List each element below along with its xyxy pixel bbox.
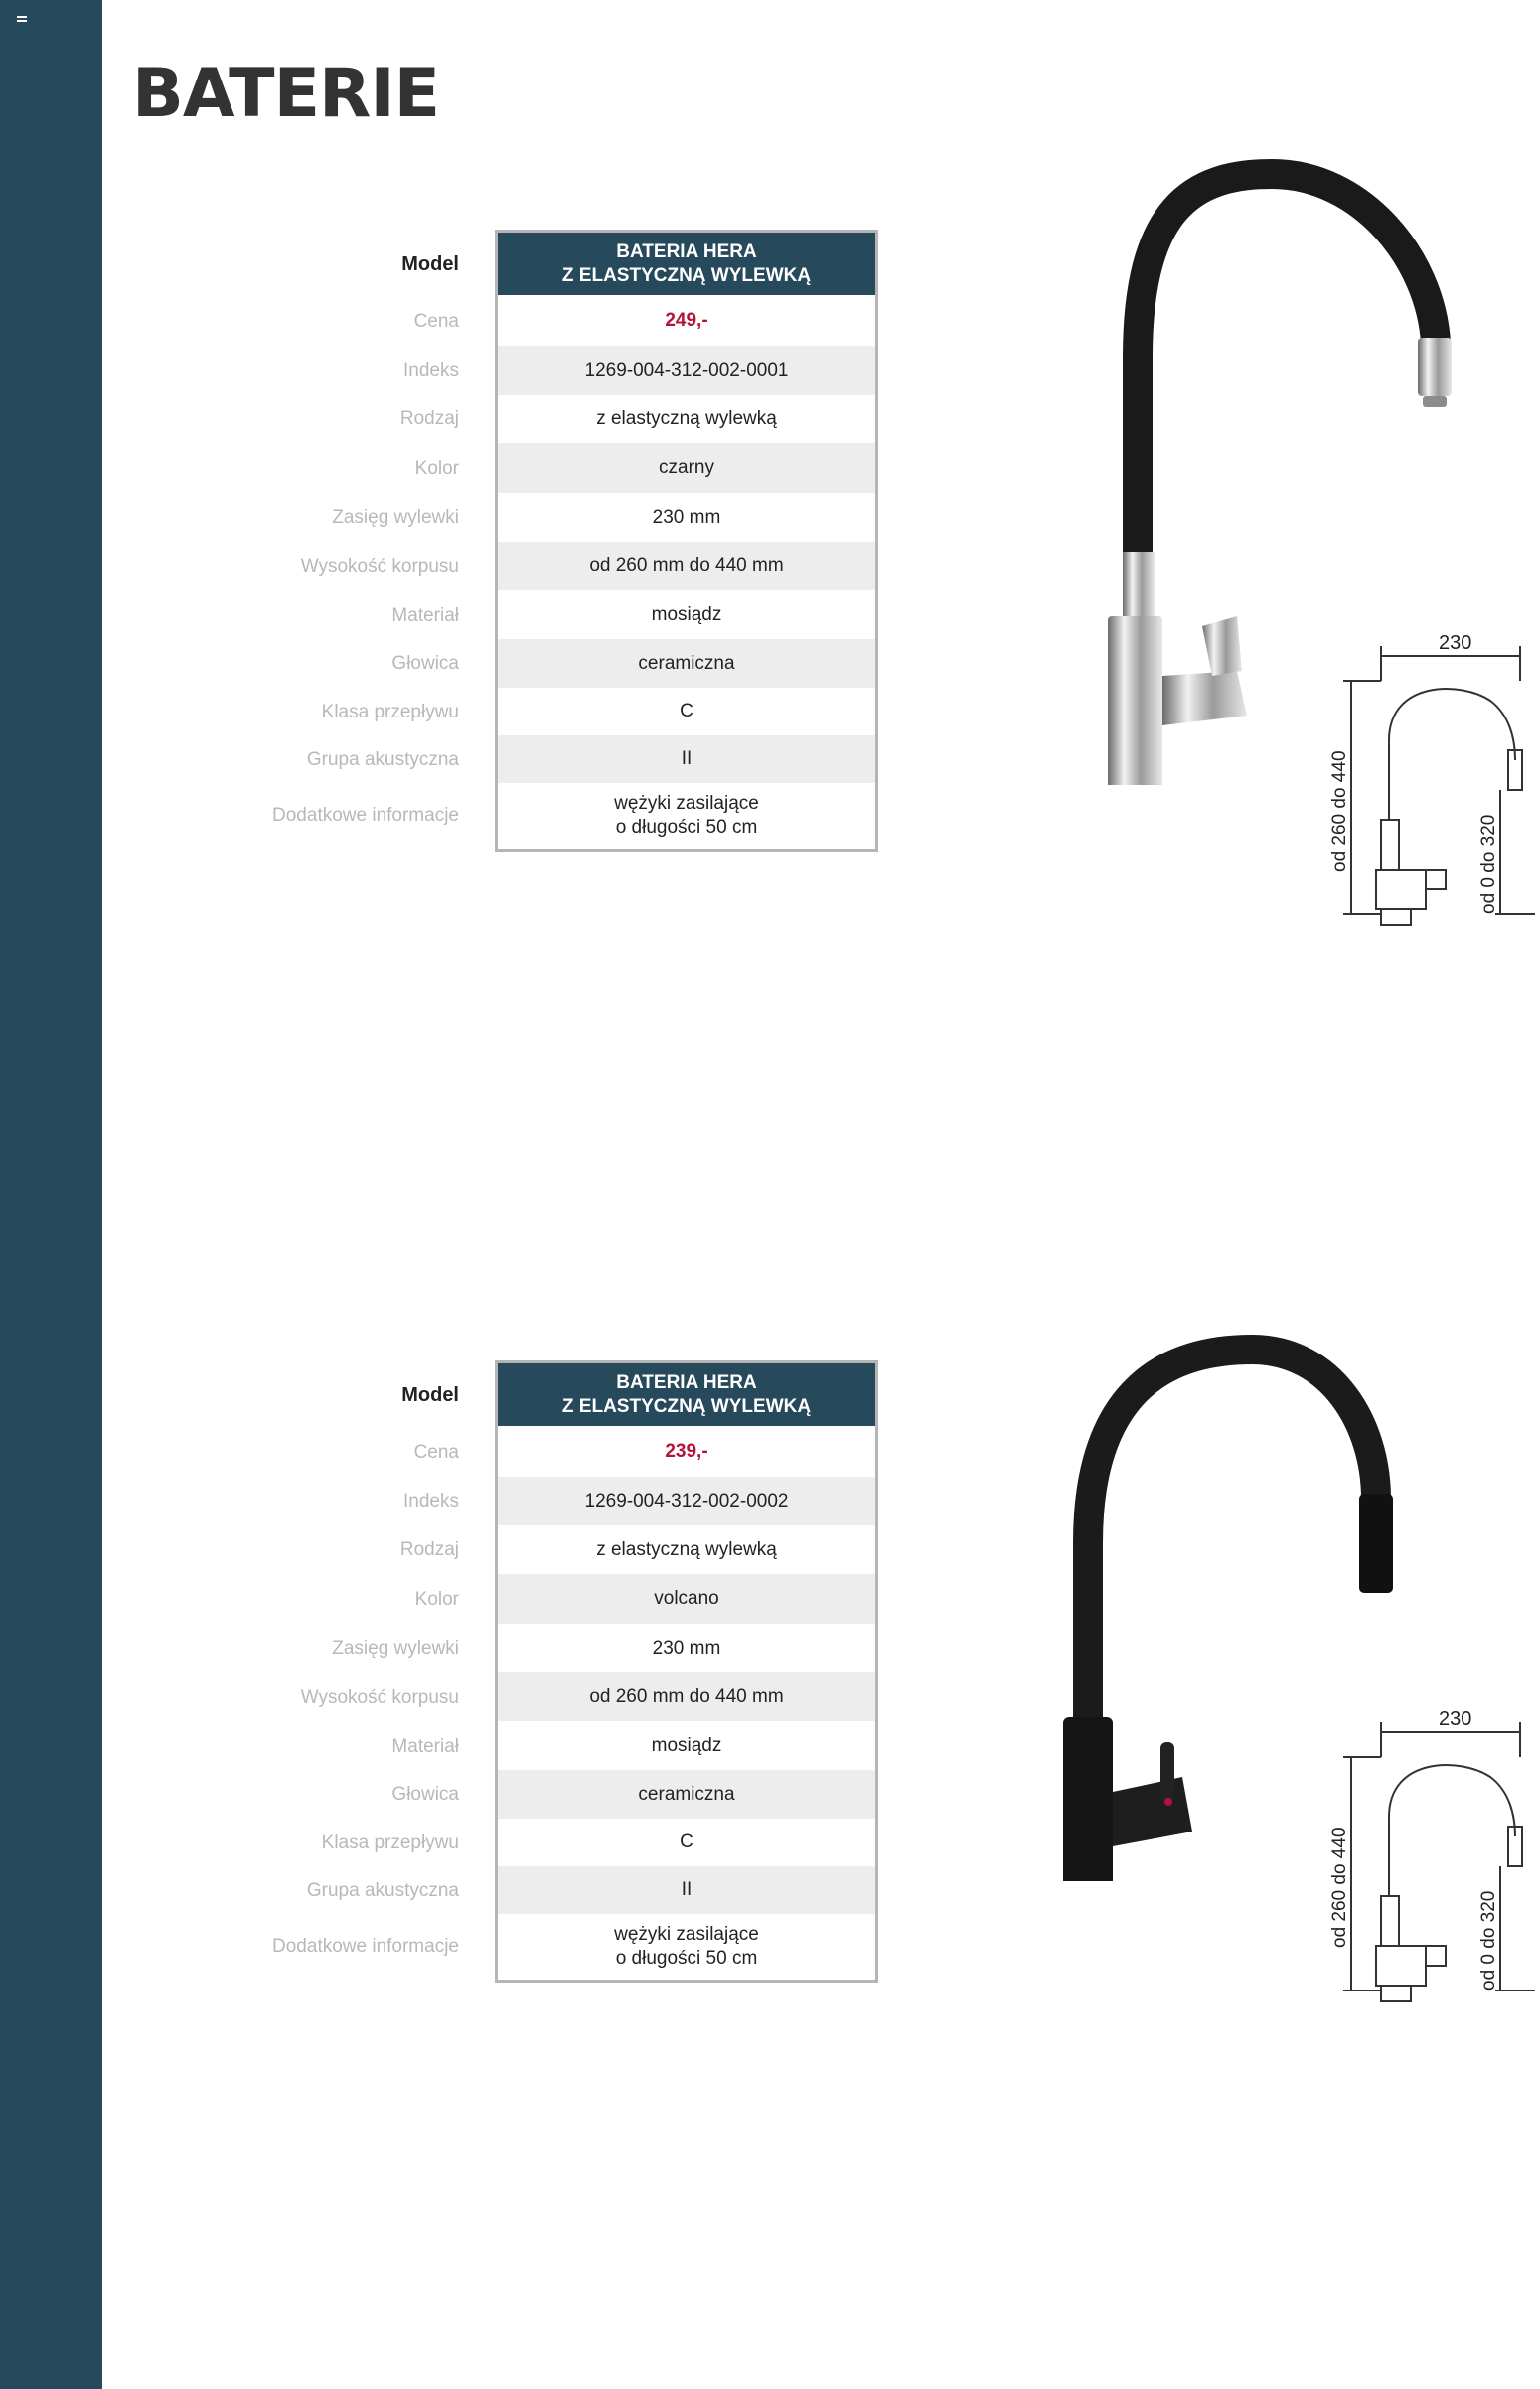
- label-acoustic-group: Grupa akustyczna: [306, 749, 459, 770]
- dim-reach: 230: [1439, 632, 1472, 654]
- reach-value: 230 mm: [652, 1637, 721, 1659]
- model-name: BATERIA HERA: [616, 1371, 757, 1393]
- extra-info-value: [498, 783, 875, 849]
- label-cartridge: Głowica: [391, 653, 459, 674]
- dimension-drawing: [1321, 621, 1540, 939]
- material-value: mosiądz: [651, 1734, 722, 1756]
- label-body-height: Wysokość korpusu: [300, 557, 459, 577]
- acoustic-group-value: II: [498, 735, 875, 783]
- extra-info-value: [498, 1914, 875, 1980]
- label-extra-info: Dodatkowe informacje: [272, 805, 459, 826]
- dim-height: od 260 do 440: [1329, 750, 1350, 872]
- label-type: Rodzaj: [399, 1539, 459, 1560]
- body-height-value: od 260 mm do 440 mm: [498, 1672, 875, 1721]
- dim-spout: od 0 do 320: [1478, 1890, 1499, 1991]
- body-height-value: od 260 mm do 440 mm: [498, 542, 875, 590]
- type-value: z elastyczną wylewką: [596, 1538, 777, 1560]
- index-value: 1269-004-312-002-0002: [498, 1477, 875, 1525]
- product-card-2: [0, 1131, 1540, 1991]
- dim-spout: od 0 do 320: [1478, 814, 1499, 914]
- price-value: 249,-: [665, 309, 708, 331]
- model-header: [498, 233, 875, 295]
- model-subtitle: Z ELASTYCZNĄ WYLEWKĄ: [561, 264, 812, 286]
- label-price: Cena: [413, 311, 459, 332]
- label-index: Indeks: [403, 1491, 459, 1512]
- label-index: Indeks: [403, 360, 459, 381]
- label-model: Model: [401, 1384, 459, 1406]
- spec-table: [495, 1360, 878, 1983]
- extra-info-line2: o długości 50 cm: [615, 1948, 758, 1969]
- flow-class-value: C: [680, 1832, 693, 1852]
- model-subtitle: Z ELASTYCZNĄ WYLEWKĄ: [561, 1395, 812, 1417]
- reach-value: 230 mm: [652, 506, 721, 528]
- model-header: [498, 1363, 875, 1426]
- extra-info-line2: o długości 50 cm: [615, 817, 758, 838]
- cartridge-value: ceramiczna: [498, 639, 875, 688]
- page-title: BATERIE: [132, 55, 440, 133]
- index-value: 1269-004-312-002-0001: [498, 346, 875, 395]
- label-color: Kolor: [414, 1589, 459, 1610]
- model-name: BATERIA HERA: [616, 240, 757, 262]
- price-value: 239,-: [665, 1440, 708, 1462]
- label-model: Model: [401, 253, 459, 275]
- label-material: Materiał: [391, 605, 459, 626]
- dim-reach: 230: [1439, 1708, 1472, 1730]
- dim-height: od 260 do 440: [1329, 1827, 1350, 1948]
- label-material: Materiał: [391, 1736, 459, 1757]
- dimension-drawing: [1321, 1697, 1540, 2015]
- type-value: z elastyczną wylewką: [596, 407, 777, 429]
- acoustic-group-value: II: [498, 1866, 875, 1914]
- label-type: Rodzaj: [399, 408, 459, 429]
- label-acoustic-group: Grupa akustyczna: [306, 1880, 459, 1901]
- color-value: czarny: [498, 443, 875, 493]
- product-card-1: [0, 0, 1540, 914]
- spec-table: [495, 230, 878, 852]
- material-value: mosiądz: [651, 603, 722, 625]
- label-color: Kolor: [414, 458, 459, 479]
- color-value: volcano: [498, 1574, 875, 1624]
- extra-info-line1: wężyki zasilające: [614, 1924, 759, 1945]
- label-cartridge: Głowica: [391, 1784, 459, 1805]
- label-flow-class: Klasa przepływu: [321, 702, 459, 722]
- label-flow-class: Klasa przepływu: [321, 1832, 459, 1853]
- extra-info-line1: wężyki zasilające: [614, 793, 759, 814]
- label-reach: Zasięg wylewki: [332, 1638, 459, 1659]
- cartridge-value: ceramiczna: [498, 1770, 875, 1819]
- label-price: Cena: [413, 1442, 459, 1463]
- flow-class-value: C: [680, 701, 693, 721]
- label-body-height: Wysokość korpusu: [300, 1687, 459, 1708]
- label-reach: Zasięg wylewki: [332, 507, 459, 528]
- label-extra-info: Dodatkowe informacje: [272, 1936, 459, 1957]
